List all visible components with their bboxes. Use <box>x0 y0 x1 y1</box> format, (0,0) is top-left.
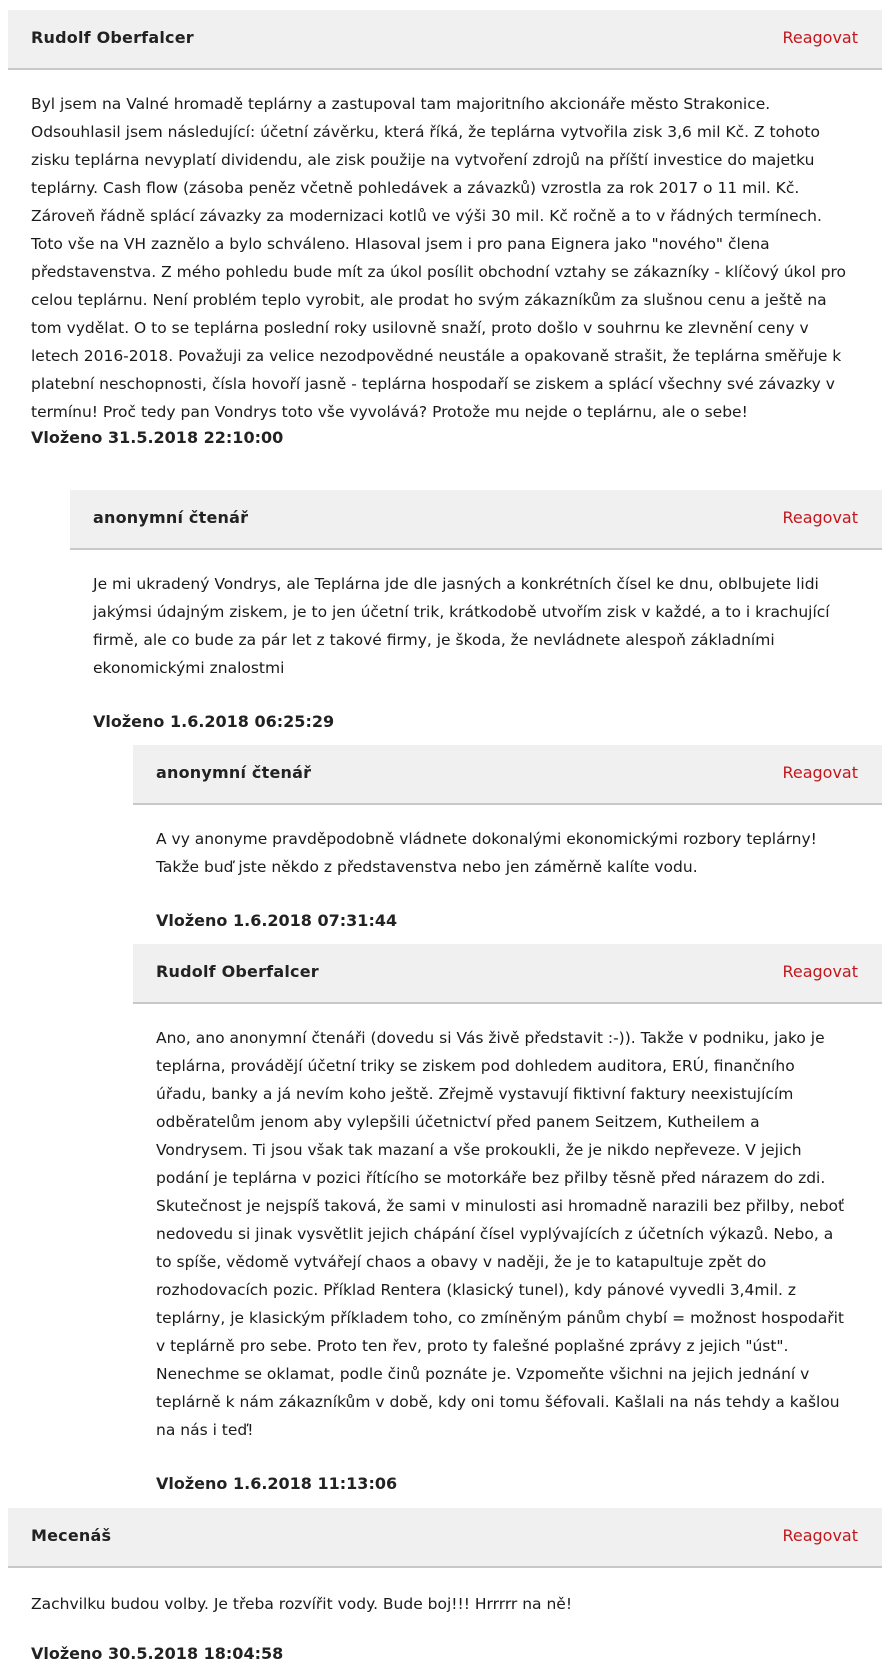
comment-header <box>133 944 882 1004</box>
comment <box>8 10 882 470</box>
posted-date: 1.6.2018 07:31:44 <box>232 911 398 930</box>
comment <box>8 1508 882 1668</box>
reply-link[interactable]: Reagovat <box>782 1526 858 1545</box>
comment-header <box>8 1508 882 1568</box>
comment-text: A vy anonyme pravděpodobně vládnete dokonalými ekonomickými rozbory teplárny! Takže buď jste někdo z představenstva nebo jen záměrně kalíte vodu. <box>156 830 817 876</box>
comment-date <box>31 1644 283 1663</box>
posted-prefix: Vloženo <box>93 712 165 731</box>
comment-text: Byl jsem na Valné hromadě teplárny a zastupoval tam majoritního akcionáře město Strakonice. Odsouhlasil jsem následující: účetní závěrku, která říká, že teplárna vytvořila zisk 3,6 mil Kč. Z tohoto zisku teplárna nevyplatí dividendu, ale zisk použije na vytvoření zdrojů na příští investice do majetku teplárny. Cash flow (zásoba peněz včetně pohledávek a závazků) vzrostla za rok 2017 o 11 mil. Kč. Zároveň řádně splácí závazky za modernizaci kotlů ve výši 30 mil. Kč ročně a to v řádných termínech. Toto vše na VH zaznělo a bylo schváleno. Hlasoval jsem i pro pana Eignera jako "nového" člena představenstva. Z mého pohledu bude mít za úkol posílit obchodní vztahy se zákazníky - klíčový úkol pro celou teplárnu. Není problém teplo vyrobit, ale prodat ho svým zákazníkům za slušnou cenu a ještě na tom vydělat. O to se teplárna poslední roky usilovně snaží, proto došlo v souhrnu ke zlevnění ceny v letech 2016-2018. Považuji za velice nezodpovědné neustále a opakovaně strašit, že teplárna směřuje k platební neschopnosti, čísla hovoří jasně - teplárna hospodaří se ziskem a splácí všechny své závazky v termínu! Proč tedy pan Vondrys toto vše vyvolává? Protože mu nejde o teplárnu, ale o sebe! <box>31 95 847 421</box>
comment-text: Zachvilku budou volby. Je třeba rozvířit vody. Bude boj!!! Hrrrrr na ně! <box>31 1595 573 1613</box>
posted-prefix: Vloženo <box>156 1474 228 1493</box>
comment-date <box>156 911 397 930</box>
posted-prefix: Vloženo <box>31 428 103 447</box>
comment <box>133 745 882 935</box>
reply-link[interactable]: Reagovat <box>782 962 858 981</box>
comment-header <box>133 745 882 805</box>
reply-link[interactable]: Reagovat <box>782 28 858 47</box>
reply-link[interactable]: Reagovat <box>782 508 858 527</box>
comment-date <box>31 428 283 447</box>
posted-prefix: Vloženo <box>156 911 228 930</box>
reply-link[interactable]: Reagovat <box>782 763 858 782</box>
posted-prefix: Vloženo <box>31 1644 103 1663</box>
comment <box>133 944 882 1504</box>
comment-date <box>156 1474 397 1493</box>
posted-date: 31.5.2018 22:10:00 <box>107 428 284 447</box>
comment-author: Mecenáš <box>31 1526 112 1545</box>
comment-text: Ano, ano anonymní čtenáři (dovedu si Vás živě představit :-)). Takže v podniku, jako je teplárna, provádějí účetní triky se ziskem pod dohledem auditora, ERÚ, finančního úřadu, banky a já nevím koho ještě. Zřejmě vystavují fiktivní faktury neexistujícím odběratelům jenom aby vylepšili účetnictví před panem Seitzem, Kutheilem a Vondrysem. Ti jsou však tak mazaní a vše prokoukli, že je nikdo nepřeveze. V jejich podání je teplárna v pozici řítícího se motorkáře bez přilby těsně před nárazem do zdi. Skutečnost je nejspíš taková, že sami v minulosti asi hromadně narazili bez přilby, neboť nedovedu si jinak vysvětlit jejich chápání čísel vyplývajících z účetních výkazů. Nebo, a to spíše, vědomě vytvářejí chaos a obavy v naději, že je to katapultuje zpět do rozhodovacích pozic. Příklad Rentera (klasický tunel), kdy pánové vyvedli 3,4mil. z teplárny, je klasickým příkladem toho, co zmíněným pánům chybí = možnost hospodařit v teplárně pro sebe. Proto ten řev, proto ty falešné poplašné zprávy z jejich "úst". Nenechme se oklamat, podle činů poznáte je. Vzpomeňte všichni na jejich jednání v teplárně k nám zákazníkům v době, kdy oni tomu šéfovali. Kašlali na nás tehdy a kašlou na nás i teď! <box>156 1029 845 1439</box>
comment <box>70 490 882 730</box>
comment-author: Rudolf Oberfalcer <box>156 962 319 981</box>
posted-date: 30.5.2018 18:04:58 <box>107 1644 284 1663</box>
posted-date: 1.6.2018 11:13:06 <box>232 1474 398 1493</box>
posted-date: 1.6.2018 06:25:29 <box>169 712 335 731</box>
comment-author: Rudolf Oberfalcer <box>31 28 194 47</box>
comment-text: Je mi ukradený Vondrys, ale Teplárna jde dle jasných a konkrétních čísel ke dnu, oblbujete lidi jakýmsi údajným ziskem, je to jen účetní trik, krátkodobě utvořím zisk v každé, a to i krachující firmě, ale co bude za pár let z takové firmy, je škoda, že nevládnete alespoň základními ekonomickými znalostmi <box>93 575 830 677</box>
comment-date <box>93 712 334 731</box>
comment-header <box>70 490 882 550</box>
comment-author: anonymní čtenář <box>93 508 249 527</box>
comment-header <box>8 10 882 70</box>
comment-author: anonymní čtenář <box>156 763 312 782</box>
